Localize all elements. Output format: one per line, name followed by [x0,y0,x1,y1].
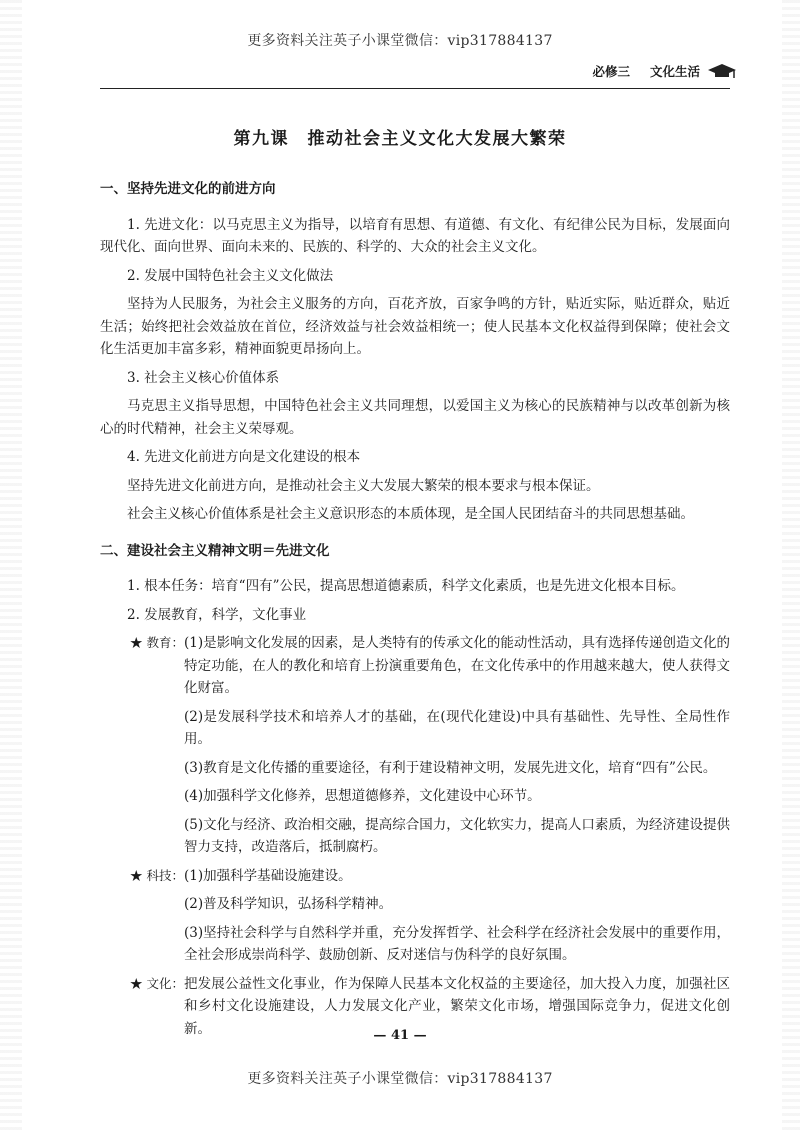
scan-edge-right [782,0,800,1131]
header-course: 必修三 [592,64,630,79]
education-item [100,632,730,700]
paragraph: 马克思主义指导思想，中国特色社会主义共同理想，以爱国主义为核心的民族精神与以改革创新为核心的时代精神，社会主义荣辱观。 [100,398,730,437]
watermark-top: 更多资料关注英子小课堂微信：vip317884137 [247,33,553,49]
paragraph: 坚持为人民服务，为社会主义服务的方向，百花齐放，百家争鸣的方针，贴近实际，贴近群众，贴近生活；始终把社会效益放在首位，经济效益与社会效益相统一；使人民基本文化权益得到保障；使社会文化生活更加丰富多彩，精神面貌更昂扬向上。 [100,296,730,357]
science-item [100,865,730,888]
paragraph: 社会主义核心价值体系是社会主义意识形态的本质体现，是全国人民团结奋斗的共同思想基础。 [127,506,694,522]
section-heading: 一、坚持先进文化的前进方向 [100,181,276,197]
section-heading: 二、建设社会主义精神文明＝先进文化 [100,542,330,559]
science-point: (3)坚持社会科学与自然科学并重，充分发挥哲学、社会科学在经济社会发展中的重要作用，全社会形成崇尚科学、鼓励创新、反对迷信与伪科学的良好氛围。 [184,924,730,963]
science-point: (1)加强科学基础设施建设。 [184,867,352,884]
education-point: (2)是发展科学技术和培养人才的基础，在(现代化建设)中具有基础性、先导性、全局性作用。 [184,708,730,747]
main-content [100,178,730,1046]
science-point: (2)普及科学知识，弘扬科学精神。 [184,896,393,912]
paragraph: 2. 发展教育，科学，文化事业 [127,606,307,623]
paragraph: 3. 社会主义核心价值体系 [127,369,280,386]
paragraph: 坚持先进文化前进方向，是推动社会主义大发展大繁荣的根本要求与根本保证。 [127,477,600,494]
education-point: (3)教育是文化传播的重要途径，有利于建设精神文明，发展先进文化，培育“四有”公民。 [184,759,717,776]
education-point: (4)加强科学文化修养，思想道德修养，文化建设中心环节。 [184,788,541,804]
paragraph: 1. 根本任务：培育“四有”公民，提高思想道德素质，科学文化素质，也是先进文化根本目标。 [127,578,685,594]
page-title: 第九课 推动社会主义文化大发展大繁荣 [233,129,567,149]
education-point: (1)是影响文化发展的因素，是人类特有的传承文化的能动性活动，具有选择传递创造文化的特定功能，在人的教化和培育上扮演重要角色，在文化传承中的作用越来越大，使人获得文化财富。 [184,635,730,696]
education-point: (5)文化与经济、政治相交融，提高综合国力，文化软实力，提高人口素质，为经济建设提供智力支持，改造落后，抵制腐朽。 [184,816,730,855]
graduation-cap-icon [706,62,738,80]
watermark-bottom: 更多资料关注英子小课堂微信：vip317884137 [247,1071,553,1087]
culture-label: ★ 文化： [130,975,184,991]
header-rule [100,88,730,89]
culture-point: 把发展公益性文化事业，作为保障人民基本文化权益的主要途径，加大投入力度，加强社区和乡村文化设施建设，人力发展文化产业，繁荣文化市场，增强国际竞争力，促进文化创新。 [184,975,730,1037]
education-label: ★ 教育： [130,635,184,650]
paragraph: 2. 发展中国特色社会主义文化做法 [127,267,334,284]
paragraph: 1. 先进文化：以马克思主义为指导，以培育有思想、有道德、有文化、有纪律公民为目标，发展面向现代化、面向世界、面向未来的、民族的、科学的、大众的社会主义文化。 [100,216,730,255]
header-topic: 文化生活 [649,64,700,79]
scan-edge-left [0,0,22,1131]
page-number: — 41 — [373,1028,427,1043]
science-label: ★ 科技： [130,867,184,883]
paragraph: 4. 先进文化前进方向是文化建设的根本 [127,449,361,465]
running-header [592,62,738,80]
